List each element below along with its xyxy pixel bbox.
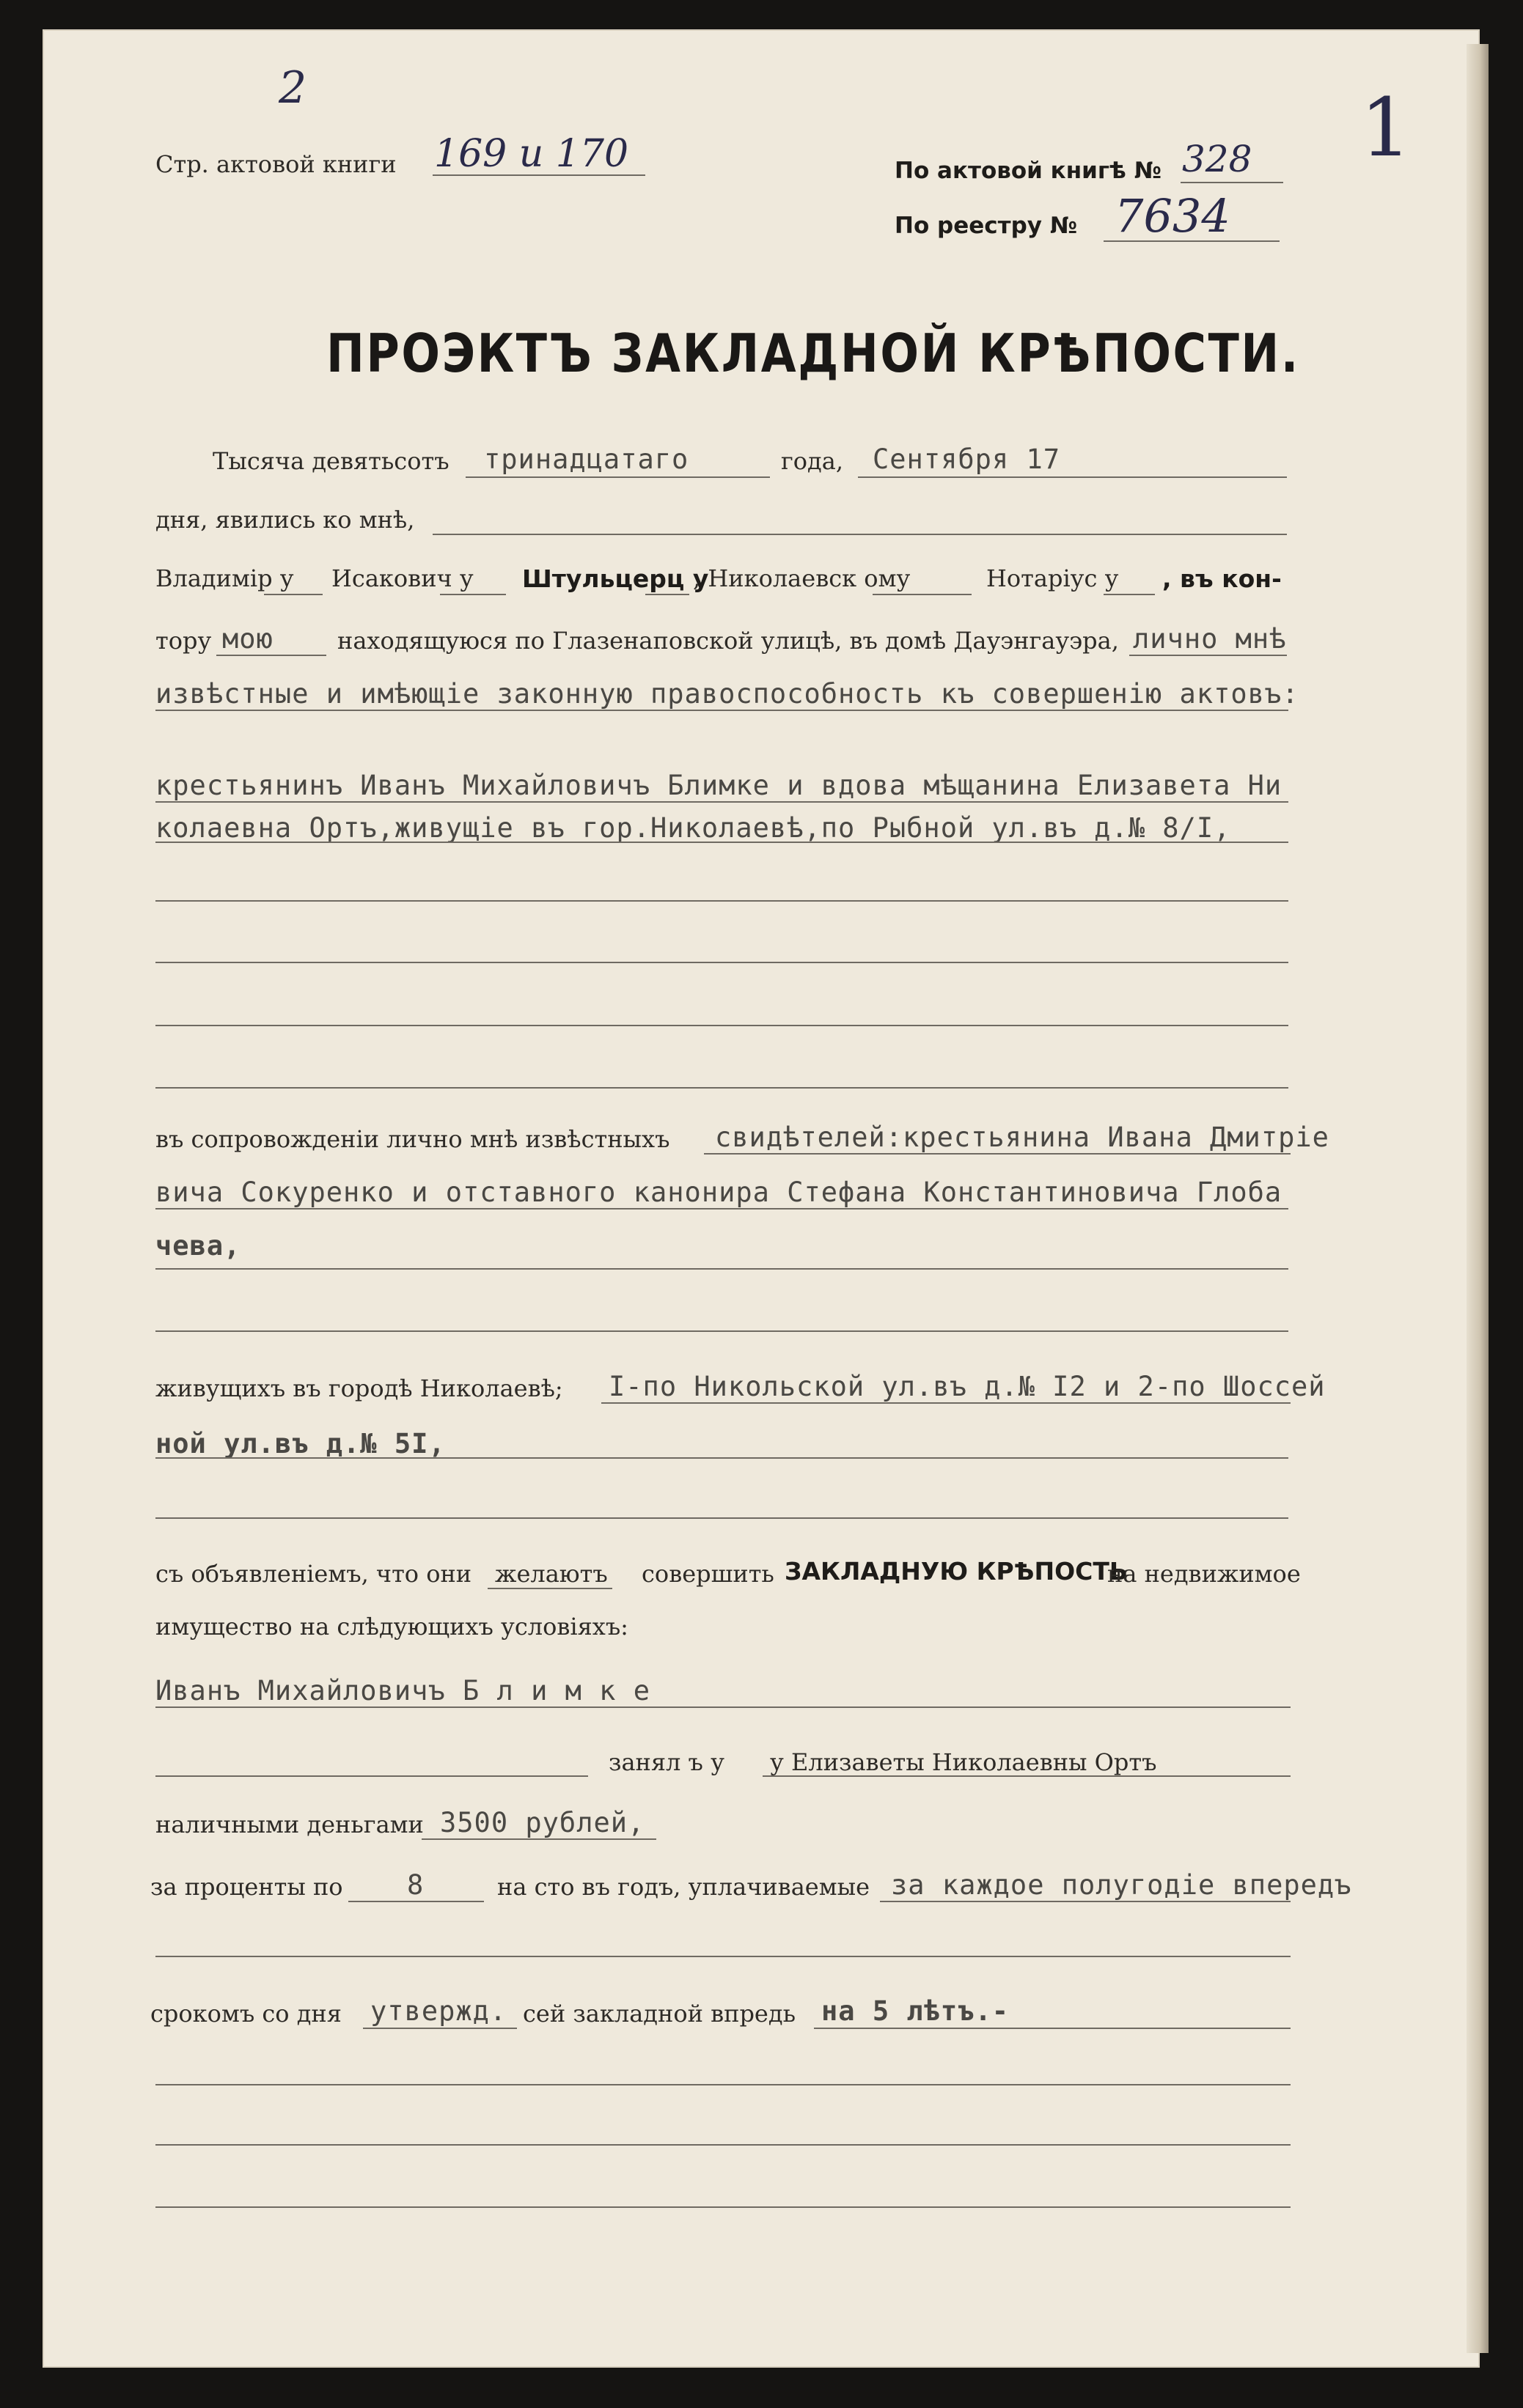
notary-l2a: тору: [155, 627, 212, 655]
act-value: 328: [1182, 138, 1252, 180]
year-value: тринадцатаго: [484, 443, 689, 475]
parties-line-2: крестьянинъ Иванъ Михайловичъ Блимке и вдова мѣщанина Елизавета Ни: [155, 770, 1282, 801]
notary-title: Нотаріус у: [986, 564, 1119, 592]
right-mark: 1: [1360, 81, 1412, 174]
page-edge: [1467, 44, 1489, 2353]
corner-number: 2: [279, 62, 307, 114]
payment-schedule: за каждое полугодіе впередъ: [891, 1869, 1352, 1901]
notary-tail: , въ кон-: [1162, 564, 1282, 593]
declaration-f: имущество на слѣдующихъ условіяхъ:: [155, 1613, 628, 1641]
percent-label: за проценты по: [150, 1873, 343, 1901]
registry-value: 7634: [1115, 189, 1230, 243]
declaration-d: ЗАКЛАДНУЮ КРѢПОСТЬ: [785, 1557, 1129, 1586]
registry-label: По реестру №: [895, 213, 1078, 239]
declaration-e: на недвижимое: [1107, 1560, 1301, 1588]
residence-line-1: I-по Никольской ул.въ д.№ I2 и 2-по Шоссей: [609, 1371, 1326, 1402]
witnesses-line-2: вича Сокуренко и отставного канонира Стефана Константиновича Глоба: [155, 1177, 1282, 1208]
notary-l2c: находящуюся по Глазенаповской улицѣ, въ домѣ Дауэнгауэра,: [337, 627, 1119, 655]
day-value: Сентября 17: [873, 443, 1061, 475]
date-label-1: Тысяча девятьсотъ: [213, 447, 449, 475]
parties-line-1: извѣстные и имѣющіе законную правоспособность къ совершенію актовъ:: [155, 678, 1299, 710]
percent-rest: на сто въ годъ, уплачиваемые: [497, 1873, 870, 1901]
cash-value: 3500 рублей,: [440, 1807, 645, 1838]
notary-city: , Николаевск ому: [693, 564, 911, 592]
residence-line-2: ной ул.въ д.№ 5I,: [155, 1428, 446, 1459]
residence-label: живущихъ въ городѣ Николаевѣ;: [155, 1374, 563, 1402]
notary-patronymic: Исакович у: [331, 564, 474, 592]
percent-value: 8: [407, 1869, 425, 1901]
notary-l2d: лично мнѣ: [1133, 623, 1287, 655]
notary-l2b: мою: [222, 623, 274, 655]
term-value: на 5 лѣтъ.-: [821, 1995, 1010, 2027]
parties-line-3: колаевна Ортъ,живущіе въ гор.Николаевѣ,по Рыбной ул.въ д.№ 8/I,: [155, 812, 1231, 844]
term-from: утвержд.: [370, 1995, 507, 2027]
date-label-3: дня, явились ко мнѣ,: [155, 506, 415, 534]
page-label: Стр. актовой книги: [155, 150, 397, 178]
act-label: По актовой книгѣ №: [895, 158, 1161, 184]
cash-label: наличными деньгами: [155, 1811, 424, 1838]
witnesses-line-1: свидѣтелей:крестьянина Ивана Дмитріе: [715, 1122, 1329, 1153]
document-title: ПРОЭКТЪ ЗАКЛАДНОЙ КРѢПОСТИ.: [326, 323, 1300, 384]
lender-name: у Елизаветы Николаевны Ортъ: [770, 1748, 1157, 1776]
declaration-b: желаютъ: [495, 1560, 608, 1588]
witnesses-label: въ сопровожденіи лично мнѣ извѣстныхъ: [155, 1125, 670, 1153]
notary-name: Владимір у: [155, 564, 294, 592]
witnesses-line-3: чева,: [155, 1230, 241, 1262]
page-value: 169 и 170: [434, 132, 629, 176]
term-mid: сей закладной впредь: [523, 2000, 796, 2028]
notary-surname: Штульцерц у: [522, 564, 709, 593]
declaration-a: съ объявленіемъ, что они: [155, 1560, 472, 1588]
date-label-2: года,: [781, 447, 843, 475]
declaration-c: совершить: [642, 1560, 774, 1588]
borrower-name: Иванъ Михайловичъ Б л и м к е: [155, 1675, 651, 1706]
term-label: срокомъ со дня: [150, 2000, 342, 2028]
took-label: занял ъ у: [609, 1748, 724, 1776]
